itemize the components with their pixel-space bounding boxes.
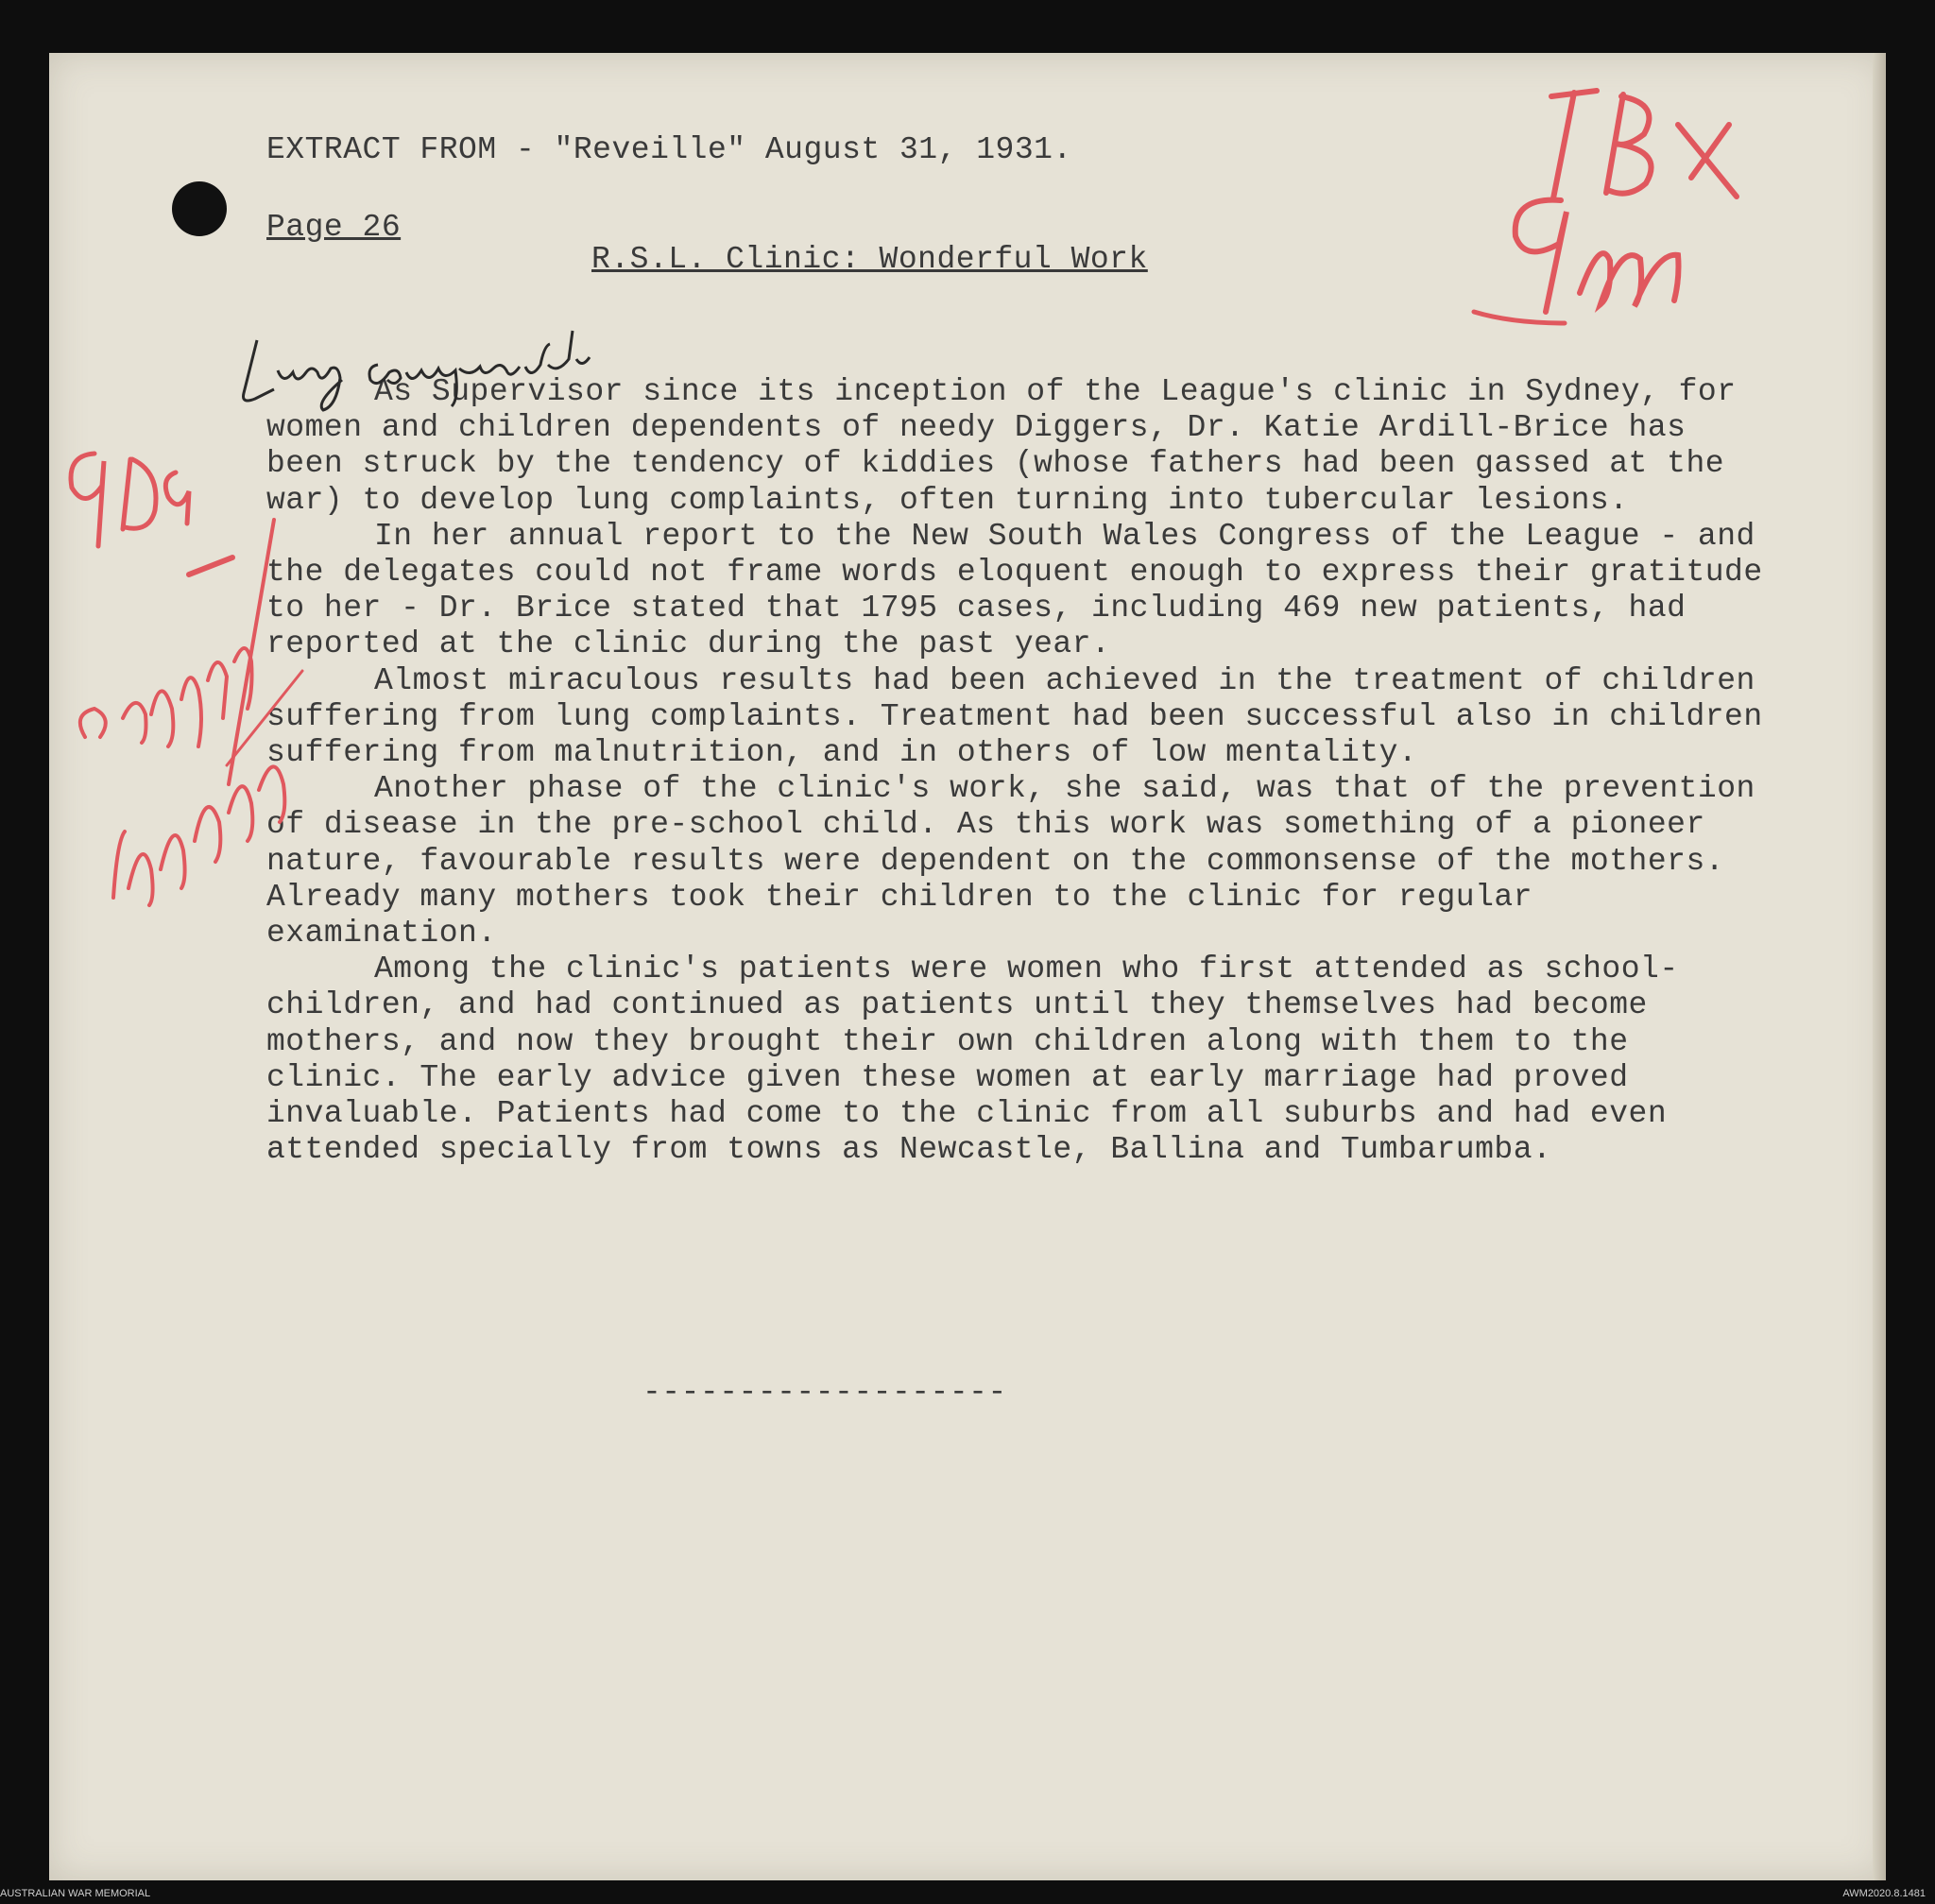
pencil-tb-9m	[1455, 76, 1757, 340]
handwritten-lung-complaints	[236, 312, 605, 416]
paper-edge	[1873, 53, 1886, 1880]
paragraph-5: Among the clinic's patients were women who first attended as school-children, and had continued as patients until they themselves had become mothers, and now they brought their own children along with them to the clinic. The early advice given these women at early marriage had proved invaluable. Patients had come to the clinic from all suburbs and had even attended specially from towns as Newcastle, Ballina and Tumbarumba.	[266, 952, 1679, 1168]
page-reference: Page 26	[266, 210, 402, 245]
article-title: R.S.L. Clinic: Wonderful Work	[591, 242, 1148, 277]
footer-institution: AUSTRALIAN WAR MEMORIAL	[0, 1888, 151, 1899]
paragraph-4: Another phase of the clinic's work, she said, was that of the prevention of disease in the pre-school child. As this work was something of a pioneer nature, favourable results were dependent on the commonsense of the mothers. Already many mothers took their children to the clinic for regular examination.	[266, 771, 1755, 952]
punch-hole	[172, 181, 227, 236]
paragraph-3: Almost miraculous results had been achieved in the treatment of children suffering from lung complaints. Treatment had been successful also in children suffering from malnutrition, and in others of low mentality.	[266, 662, 1763, 771]
extract-header: EXTRACT FROM - "Reveille" August 31, 1931.	[266, 132, 1072, 167]
pencil-left-margin	[57, 435, 340, 945]
paragraph-1: As Supervisor since its inception of the League's clinic in Sydney, for women and children dependents of needy Diggers, Dr. Katie Ardill-Brice has been struck by the tendency of kiddies (whose fathers had been gassed at the war) to develop lung complaints, often turning into tubercular lesions.	[266, 374, 1737, 518]
footer-catalog-number: AWM2020.8.1481	[1842, 1888, 1926, 1899]
separator-line: -------------------	[642, 1375, 1007, 1410]
article-body	[266, 374, 1778, 1168]
paragraph-2: In her annual report to the New South Wales Congress of the League - and the delegates could not frame words eloquent enough to express their gratitude to her - Dr. Brice stated that 1795 cases, including 469 new patients, had reported at the clinic during the past year.	[266, 518, 1763, 662]
